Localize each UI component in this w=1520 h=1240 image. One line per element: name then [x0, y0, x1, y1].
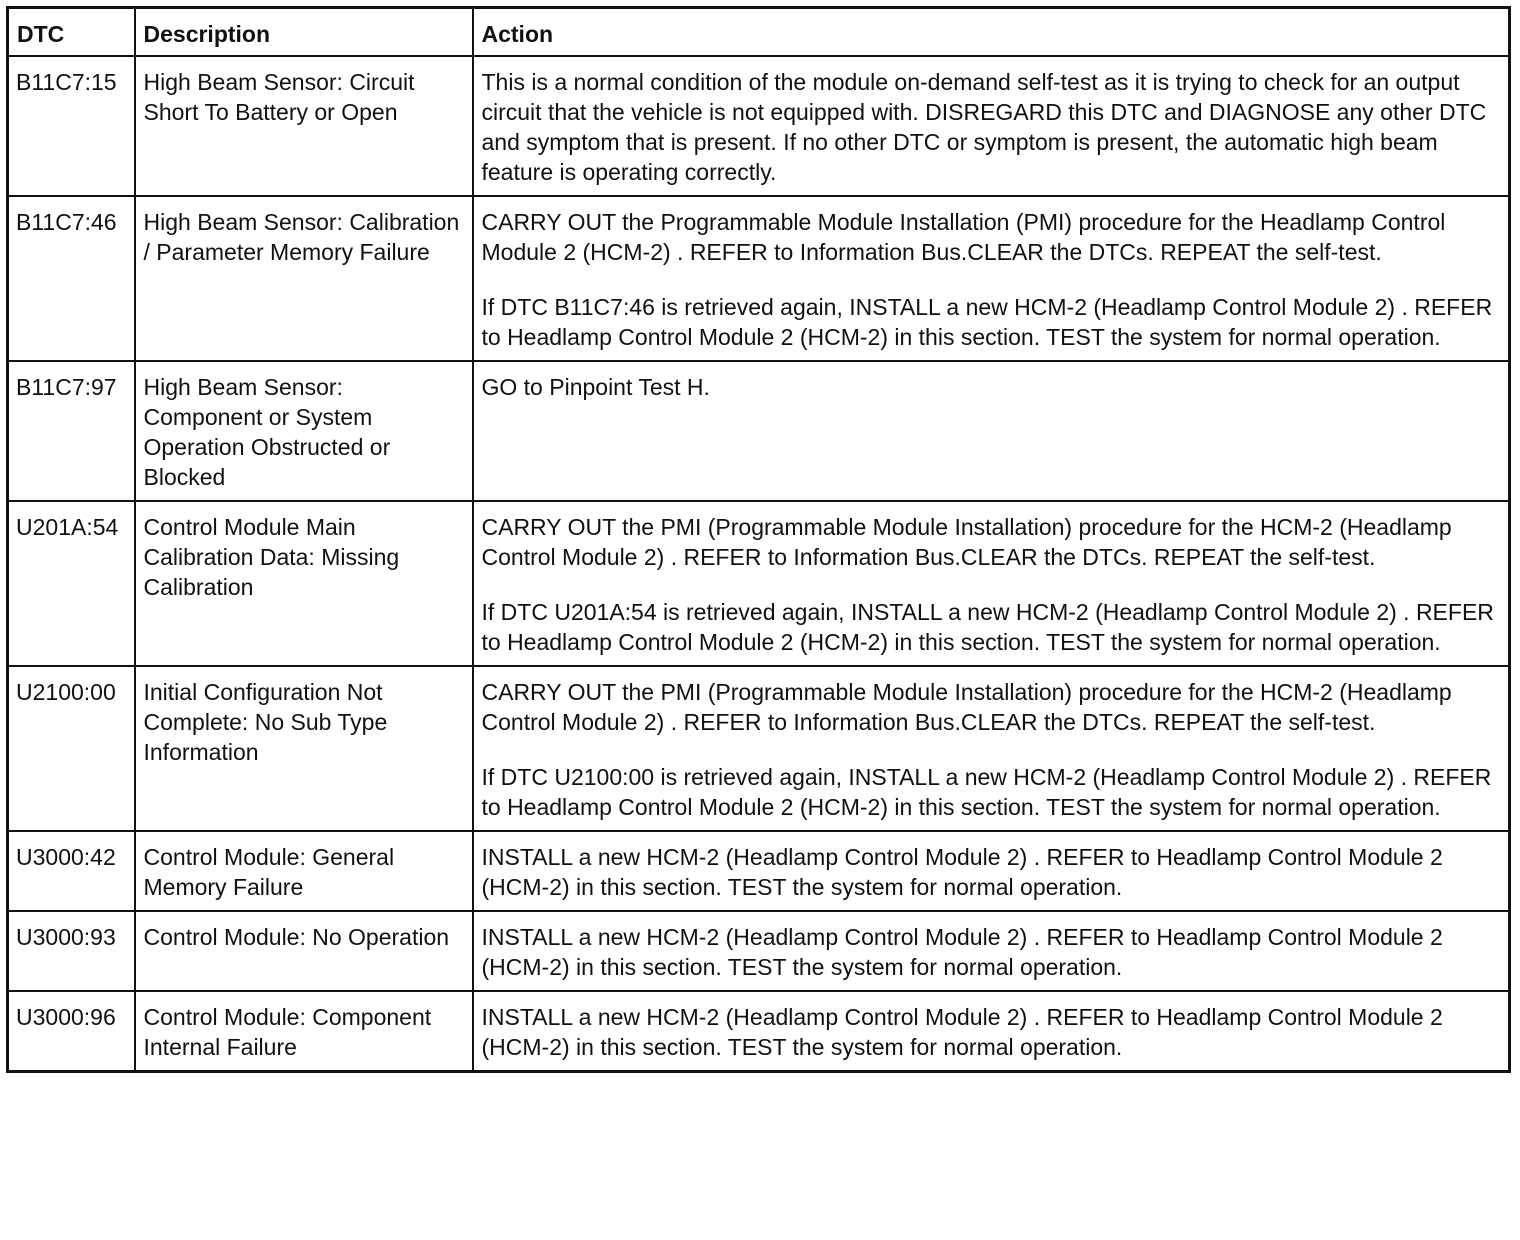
action-cell	[473, 196, 1510, 361]
dtc-code-cell: U3000:96	[8, 991, 135, 1072]
description-cell: High Beam Sensor: Circuit Short To Battery or Open	[135, 56, 473, 196]
action-paragraph: If DTC U2100:00 is retrieved again, INSTALL a new HCM-2 (Headlamp Control Module 2) . REFER to Headlamp Control Module 2 (HCM-2) in this section. TEST the system for normal operation.	[481, 764, 1492, 820]
header-action: Action	[473, 8, 1510, 57]
action-cell	[473, 911, 1510, 991]
description-cell: Control Module: No Operation	[135, 911, 473, 991]
dtc-code-cell: U3000:93	[8, 911, 135, 991]
action-cell	[473, 501, 1510, 666]
description-cell: High Beam Sensor: Calibration / Parameter Memory Failure	[135, 196, 473, 361]
table-row	[8, 501, 1510, 666]
header-description: Description	[135, 8, 473, 57]
action-paragraph: If DTC U201A:54 is retrieved again, INSTALL a new HCM-2 (Headlamp Control Module 2) . REFER to Headlamp Control Module 2 (HCM-2) in this section. TEST the system for normal operation.	[481, 599, 1494, 655]
dtc-code-cell: U2100:00	[8, 666, 135, 831]
dtc-table-container	[6, 6, 1508, 1073]
description-cell: Control Module Main Calibration Data: Missing Calibration	[135, 501, 473, 666]
description-cell: Initial Configuration Not Complete: No Sub Type Information	[135, 666, 473, 831]
table-row	[8, 361, 1510, 501]
dtc-code-cell: U201A:54	[8, 501, 135, 666]
dtc-code-cell: B11C7:97	[8, 361, 135, 501]
table-header-row	[8, 8, 1510, 57]
action-paragraph: GO to Pinpoint Test H.	[481, 374, 710, 400]
action-cell	[473, 56, 1510, 196]
description-cell: Control Module: Component Internal Failure	[135, 991, 473, 1072]
table-row	[8, 911, 1510, 991]
dtc-table	[6, 6, 1511, 1073]
table-row	[8, 666, 1510, 831]
action-paragraph: INSTALL a new HCM-2 (Headlamp Control Module 2) . REFER to Headlamp Control Module 2 (HCM-2) in this section. TEST the system for normal operation.	[481, 924, 1443, 980]
action-paragraph: INSTALL a new HCM-2 (Headlamp Control Module 2) . REFER to Headlamp Control Module 2 (HCM-2) in this section. TEST the system for normal operation.	[481, 844, 1443, 900]
action-paragraph: CARRY OUT the PMI (Programmable Module Installation) procedure for the HCM-2 (Headlamp Control Module 2) . REFER to Information Bus.CLEAR the DTCs. REPEAT the self-test.	[481, 514, 1452, 570]
action-cell	[473, 991, 1510, 1072]
table-row	[8, 991, 1510, 1072]
action-paragraph: If DTC B11C7:46 is retrieved again, INSTALL a new HCM-2 (Headlamp Control Module 2) . REFER to Headlamp Control Module 2 (HCM-2) in this section. TEST the system for normal operation.	[481, 294, 1493, 350]
description-cell: High Beam Sensor: Component or System Operation Obstructed or Blocked	[135, 361, 473, 501]
dtc-code-cell: B11C7:15	[8, 56, 135, 196]
header-dtc: DTC	[8, 8, 135, 57]
table-row	[8, 831, 1510, 911]
dtc-code-cell: B11C7:46	[8, 196, 135, 361]
dtc-code-cell: U3000:42	[8, 831, 135, 911]
description-cell: Control Module: General Memory Failure	[135, 831, 473, 911]
action-paragraph: This is a normal condition of the module on-demand self-test as it is trying to check for an output circuit that the vehicle is not equipped with. DISREGARD this DTC and DIAGNOSE any other DTC and symptom that is present. If no other DTC or symptom is present, the automatic high beam feature is operating correctly.	[481, 69, 1487, 185]
action-paragraph: CARRY OUT the PMI (Programmable Module Installation) procedure for the HCM-2 (Headlamp Control Module 2) . REFER to Information Bus.CLEAR the DTCs. REPEAT the self-test.	[481, 679, 1452, 735]
table-row	[8, 56, 1510, 196]
action-paragraph: INSTALL a new HCM-2 (Headlamp Control Module 2) . REFER to Headlamp Control Module 2 (HCM-2) in this section. TEST the system for normal operation.	[481, 1004, 1443, 1060]
action-cell	[473, 361, 1510, 501]
action-cell	[473, 831, 1510, 911]
table-row	[8, 196, 1510, 361]
action-cell	[473, 666, 1510, 831]
action-paragraph: CARRY OUT the Programmable Module Installation (PMI) procedure for the Headlamp Control Module 2 (HCM-2) . REFER to Information Bus.CLEAR the DTCs. REPEAT the self-test.	[481, 209, 1446, 265]
